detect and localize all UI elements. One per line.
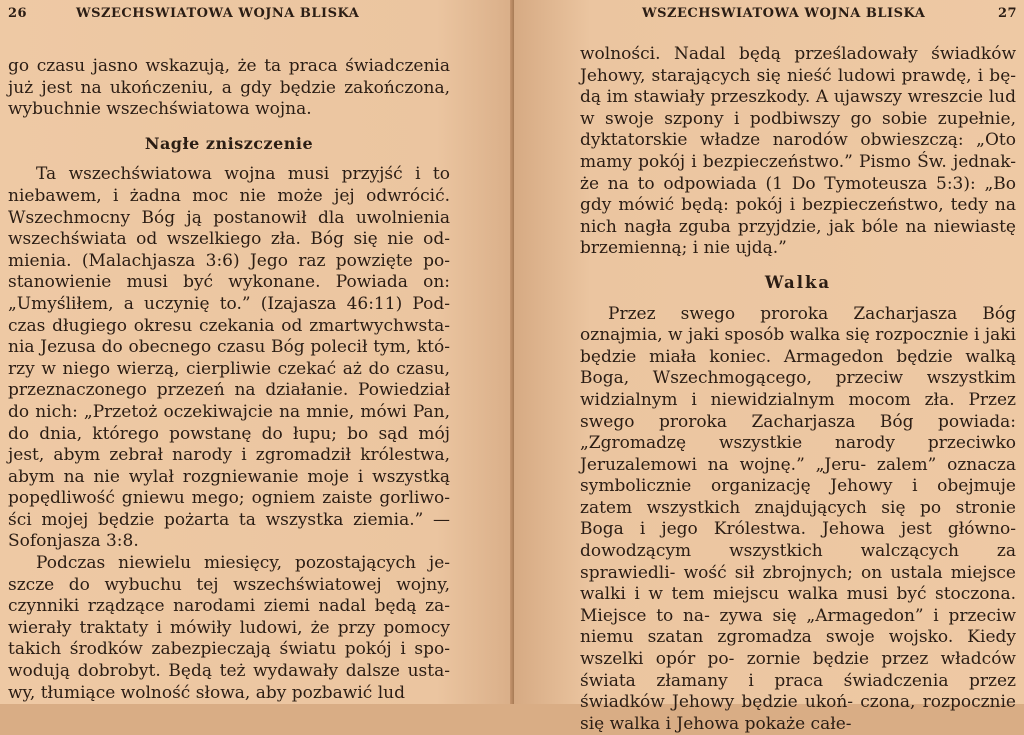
right-page — [514, 0, 1024, 734]
left-section-heading: Nagłe zniszczenie — [144, 133, 314, 153]
left-page-body — [8, 56, 450, 704]
right-paragraph-1: wolności. Nadal będą prześladowały świadków Jehowy, starających się nieść ludowi prawdę, i bę- dą im stawiały przeszkody. A ujawszy wreszcie lud w swoje szpony i podbiwszy go sobie zupełnie, dyktatorskie władze narodów obwieszczą: „Oto mamy pokój i bezpieczeństwo.” Pismo Św. jednak- że na to odpowiada (1 Do Tymoteusza 5:3): „Bo gdy mówić będą: pokój i bezpieczeństwo, tedy na nich nagła zguba przyjdzie, jak bóle na niewiastę brzemienną; i nie ujdą.” — [580, 44, 1016, 259]
left-paragraph-3: Podczas niewielu miesięcy, pozostających je- szcze do wybuchu tej wszechświatowej wojny, czynniki rządzące narodami ziemi nadal będą za- wierały traktaty i mówiły ludowi, że przy pomocy takich środków zabezpieczają światu pokój i spo- wodują dobrobyt. Będą też wydawały dalsze usta- wy, tłumiące wolność słowa, aby pozbawić lud — [8, 553, 450, 703]
left-paragraph-2: Ta wszechświatowa wojna musi przyjść i to niebawem, i żadna moc nie może jej odwrócić. Wszechmocny Bóg ją postanowił dla uwolnienia wszechświata od wszelkiego zła. Bóg się nie od- mienia. (Malachjasza 3:6) Jego raz powzięte po- stanowienie musi być wykonane. Powiada on: „Umyśliłem, a uczynię to.” (Izajasza 46:11) Pod- czas długiego okresu czekania od zmartwychwsta- nia Jezusa do obecnego czasu Bóg polecił tym, któ- rzy w niego wierzą, cierpliwie czekać aż do czasu, przeznaczonego przezeń na działanie. Powiedział do nich: „Przetoż oczekiwajcie na mnie, mówi Pan, do dnia, którego powstanę do łupu; bo sąd mój jest, abym zebrał narody i zgromadził królestwa, abym na nie wylał rozgniewanie moje i wszystką popędliwość gniewu mego; ogniem zaiste gorliwo- ści mojej będzie pożarta ta wszystka ziemia.” — Sofonjasza 3:8. — [8, 164, 450, 552]
right-section-heading: Walka — [764, 272, 832, 292]
right-paragraph-2: Przez swego proroka Zacharjasza Bóg oznajmia, w jaki sposób walka się rozpocznie i jaki będzie miała koniec. Armagedon będzie walką Boga, Wszechmogącego, przeciw wszystkim widzialnym i niewidzialnym mocom zła. Przez swego proroka Zacharjasza Bóg powiada: „Zgromadzę wszystkie narody przeciwko Jeruzalemowi na wojnę.” „Jeru- zalem” oznacza symbolicznie organizację Jehowy i obejmuje zatem wszystkich znajdujących się po stronie Boga i jego Królestwa. Jehowa jest główno- dowodzącym wszystkich walczących za sprawiedli- wość sił zbrojnych; on ustala miejsce walki i w tem miejscu walka musi być stoczona. Miejsce to na- zywa się „Armagedon” i przeciw niemu szatan zgromadza swoje wojsko. Kiedy wszelki opór po- zornie będzie przez władców świata złamany i praca świadczenia przez świadków Jehowy będzie ukoń- czona, rozpocznie się walka i Jehowa pokaże całe- — [580, 303, 1016, 734]
left-page — [0, 0, 514, 704]
left-paragraph-1: go czasu jasno wskazują, że ta praca świadczenia już jest na ukończeniu, a gdy będzie zakończona, wybuchnie wszechświatowa wojna. — [8, 56, 450, 120]
right-page-body — [580, 44, 1016, 735]
right-page-number: 27 — [998, 6, 1018, 21]
left-page-number: 26 — [8, 6, 28, 21]
left-running-head: WSZECHSWIATOWA WOJNA BLISKA — [76, 6, 360, 21]
right-running-head: WSZECHSWIATOWA WOJNA BLISKA — [642, 6, 926, 21]
